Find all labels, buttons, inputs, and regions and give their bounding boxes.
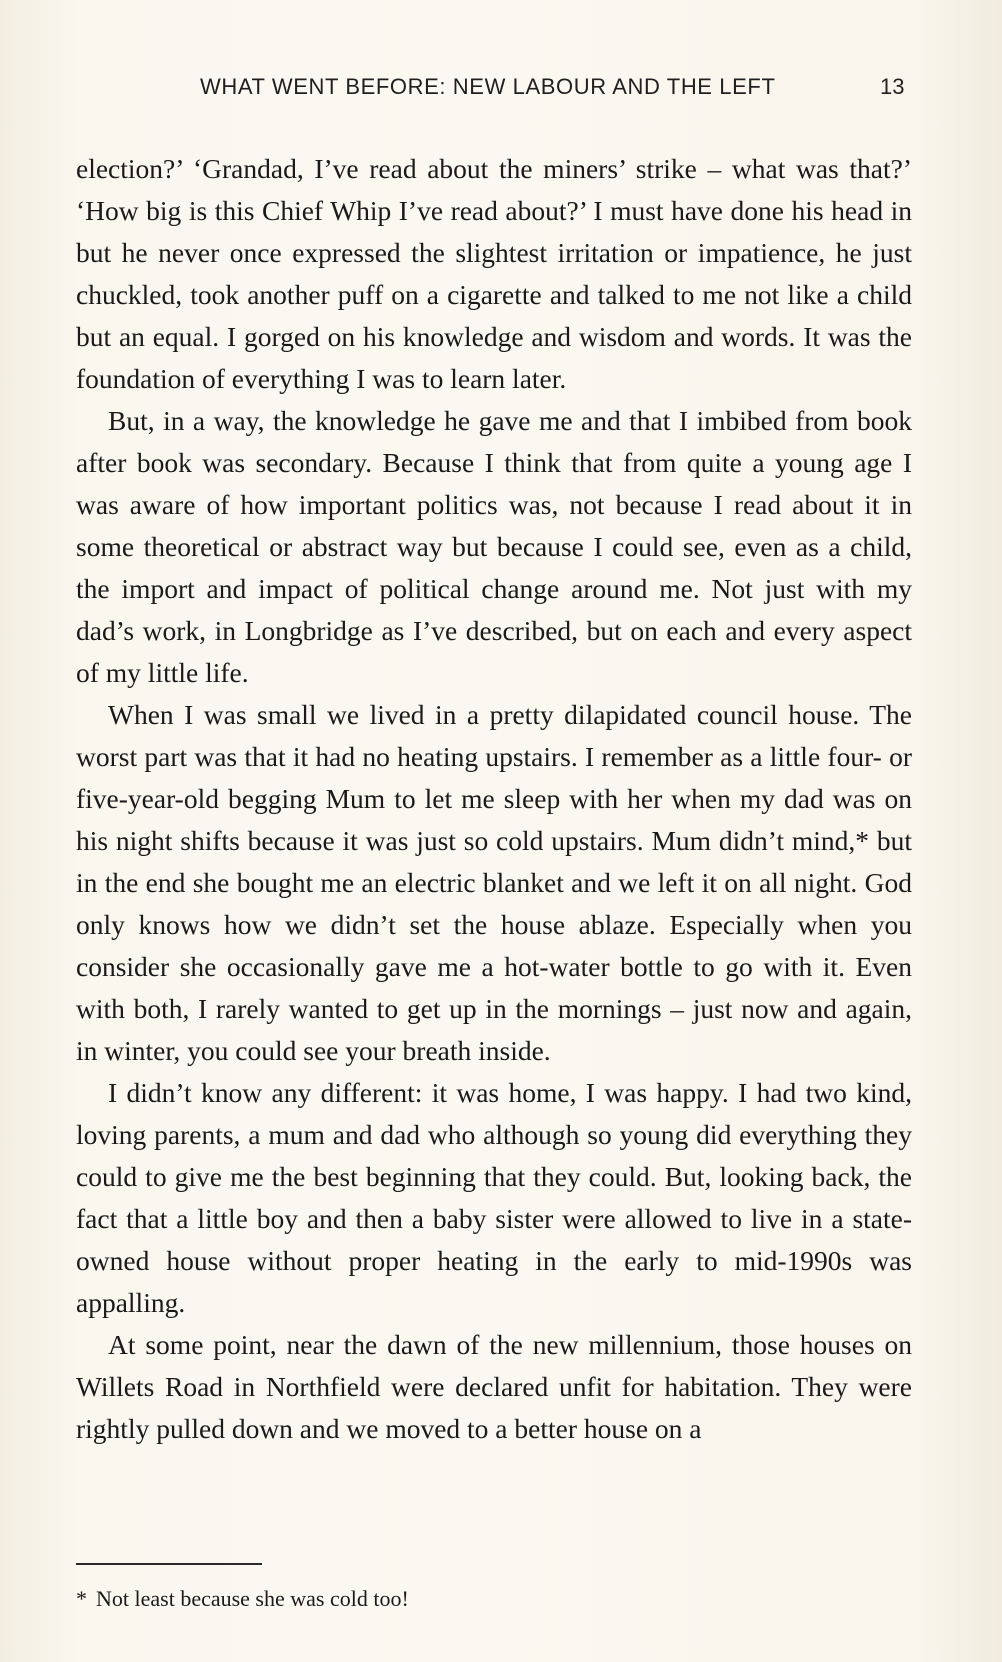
footnote-mark: *	[76, 1586, 87, 1611]
footnote-text: Not least because she was cold too!	[96, 1586, 409, 1611]
body-text	[76, 148, 912, 1450]
paragraph: At some point, near the dawn of the new millennium, those houses on Willets Road in Northfield were declared unfit for habitation. They were rightly pulled down and we moved to a better house on a	[76, 1329, 912, 1444]
paragraph: election?’ ‘Grandad, I’ve read about the miners’ strike – what was that?’ ‘How big is this Chief Whip I’ve read about?’ I must have done his head in but he never once expressed the slightest irritation or impatience, he just chuckled, took another puff on a cigarette and talked to me not like a child but an equal. I gorged on his knowledge and wisdom and words. It was the foundation of everything I was to learn later.	[76, 153, 912, 394]
running-head: WHAT WENT BEFORE: NEW LABOUR AND THE LEFT	[200, 74, 776, 99]
footnote-divider	[76, 1563, 262, 1565]
paragraph: But, in a way, the knowledge he gave me and that I imbibed from book after book was secondary. Because I think that from quite a young age I was aware of how important politics was, not because I read about it in some theoretical or abstract way but because I could see, even as a child, the import and impact of political change around me. Not just with my dad’s work, in Longbridge as I’ve described, but on each and every aspect of my little life.	[76, 405, 912, 688]
paragraph: I didn’t know any different: it was home, I was happy. I had two kind, loving parents, a mum and dad who although so young did everything they could to give me the best beginning that they could. But, looking back, the fact that a little boy and then a baby sister were allowed to live in a state-owned house without proper heating in the early to mid-1990s was appalling.	[76, 1077, 912, 1318]
page-number: 13	[880, 74, 905, 99]
paragraph: When I was small we lived in a pretty dilapidated council house. The worst part was that it had no heating upstairs. I remember as a little four- or five-year-old begging Mum to let me sleep with her when my dad was on his night shifts because it was just so cold upstairs. Mum didn’t mind,* but in the end she bought me an electric blanket and we left it on all night. God only knows how we didn’t set the house ablaze. Especially when you consider she occasionally gave me a hot-water bottle to go with it. Even with both, I rarely wanted to get up in the mornings – just now and again, in winter, you could see your breath inside.	[76, 699, 912, 1066]
footnote	[76, 1585, 912, 1613]
